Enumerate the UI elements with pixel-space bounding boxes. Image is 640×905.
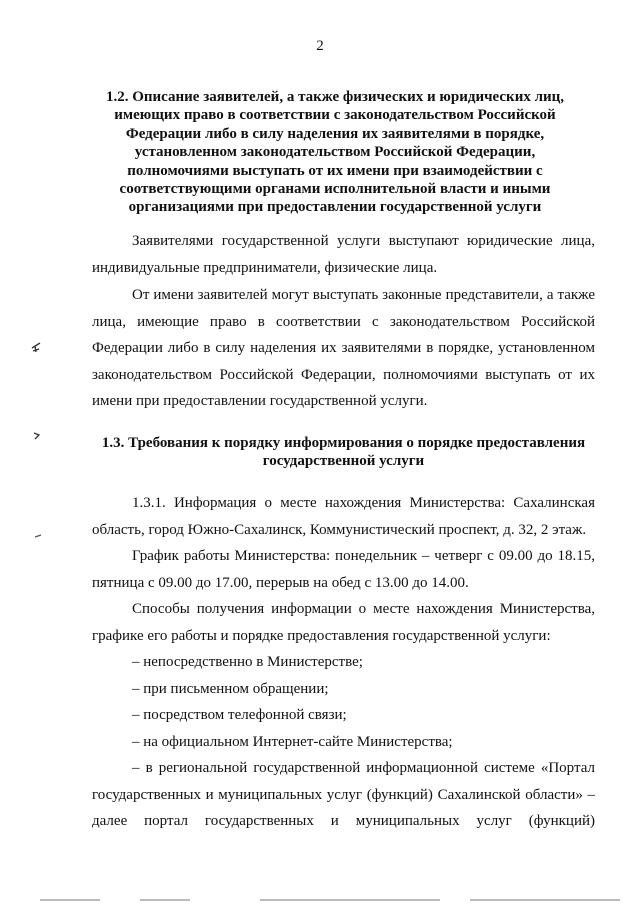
scan-artifact-line (470, 899, 620, 901)
info-methods-list (92, 649, 595, 835)
text-line: От имени заявителей могут выступать законные представители, а также (132, 287, 595, 303)
text-line: 1.3.1. Информация о месте нахождения Министерства: Сахалинская (132, 495, 595, 511)
text-line: Способы получения информации о месте нахождения Министерства, (132, 601, 595, 617)
heading-line: соответствующими органами исполнительной власти и иными (119, 181, 551, 198)
section-1-3-heading (92, 434, 595, 471)
heading-line: имеющих право в соответствии с законодательством Российской (114, 107, 556, 124)
text-line: Заявителями государственной услуги выступают юридические лица, (132, 233, 595, 249)
applicants-paragraph (92, 228, 595, 281)
info-methods-paragraph (92, 596, 595, 649)
margin-mark (34, 528, 42, 543)
heading-line: организациями при предоставлении государственной услуги (128, 199, 542, 216)
heading-line: 1.2. Описание заявителей, а также физических и юридических лиц, (105, 89, 565, 105)
list-item: – посредством телефонной связи; (132, 707, 347, 723)
list-item: – в региональной государственной информационной системе «Портал (132, 760, 595, 776)
representatives-paragraph (92, 282, 595, 415)
location-paragraph (92, 490, 595, 543)
list-item: – при письменном обращении; (132, 680, 329, 697)
list-item: – непосредственно в Министерстве; (132, 654, 363, 670)
text-line: графике его работы и порядке предоставления государственной услуги: (92, 627, 551, 644)
text-line: имени при предоставлении государственной услуги. (92, 393, 428, 409)
list-item-continuation: далее портал государственных и муниципальных услуг (функций) (92, 813, 595, 829)
page-number: 2 (316, 38, 324, 54)
scan-artifact-line (140, 899, 190, 901)
text-line: область, город Южно-Сахалинск, Коммунистический проспект, д. 32, 2 этаж. (92, 521, 587, 538)
list-item: – на официальном Интернет-сайте Министерства; (132, 733, 453, 750)
text-line: Федерации либо в силу наделения их заявителями в порядке, установленном (92, 340, 595, 356)
schedule-paragraph (92, 543, 595, 596)
scan-artifact-line (40, 899, 100, 901)
text-line: пятница с 09.00 до 17.00, перерыв на обед с 13.00 до 14.00. (92, 574, 469, 591)
text-line: лица, имеющие право в соответствии с законодательством Российской (92, 313, 595, 330)
scan-artifact-line (260, 899, 440, 901)
section-1-2-heading (95, 88, 575, 217)
text-line: индивидуальные предприниматели, физические лица. (92, 259, 438, 276)
heading-line: государственной услуги (262, 453, 425, 470)
list-item-continuation: государственных и муниципальных услуг (функций) Сахалинской области» – (92, 786, 595, 803)
heading-line: 1.3. Требования к порядку информирования о порядке предоставления (101, 435, 586, 451)
margin-mark (32, 430, 42, 446)
heading-line: полномочиями выступать от их имени при взаимодействии с (127, 162, 543, 179)
text-line: законодательством Российской Федерации, полномочиями выступать от их (92, 366, 595, 383)
heading-line: установленном законодательством Российской Федерации, (134, 144, 536, 161)
text-line: График работы Министерства: понедельник – четверг с 09.00 до 18.15, (132, 548, 595, 564)
margin-mark (30, 340, 42, 358)
heading-line: Федерации либо в силу наделения их заявителями в порядке, (125, 125, 545, 142)
